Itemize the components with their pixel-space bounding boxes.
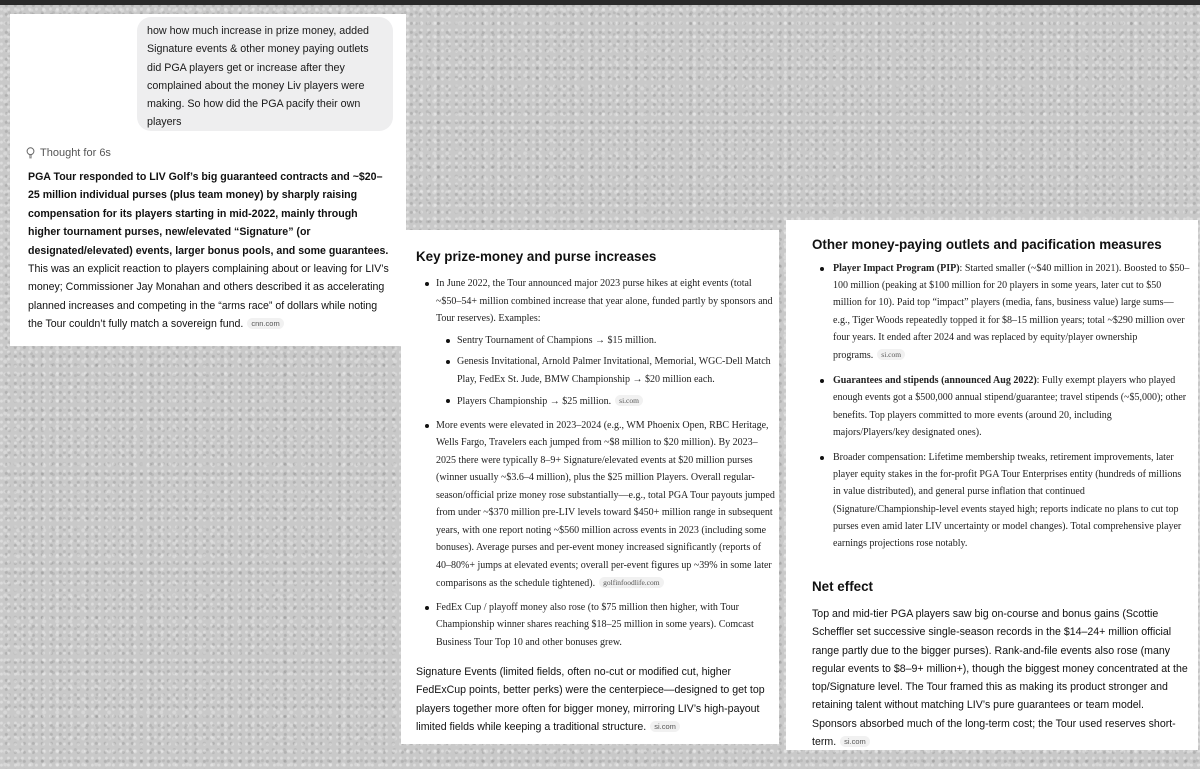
list-item-text: More events were elevated in 2023–2024 (e.g., WM Phoenix Open, RBC Heritage, Wells Fargo, Travelers each jumped from ~$8 million to $20 million). By 2023–2025 there were typically 8–9+ Signature/elevated events at $20 million purses (winner usually ~$3.6–4 million), plus the $25 million Players. Overall regular-season/official prize money rose substantially—e.g., total PGA Tour payouts jumped from under ~$370 million pre-LIV levels toward $450+ million range in subsequent years, with one report noting ~$560 million across events in 2023 (including some bonuses). Average purses and per-event money increased significantly (reports of 40–80%+ jumps at elevated events; overall per-event figures up ~39% in some later comparisons as the schedule tightened). <box>436 419 775 589</box>
lightbulb-icon <box>26 147 35 159</box>
list-item <box>812 372 1190 441</box>
list-item <box>416 275 776 411</box>
outlets-panel <box>786 220 1198 750</box>
list-item <box>812 449 1190 552</box>
section-heading-net-effect: Net effect <box>812 579 874 594</box>
thought-label: Thought for 6s <box>40 147 111 159</box>
sub-item-text: Genesis Invitational, Arnold Palmer Invitational, Memorial, WGC-Dell Match Play, FedEx St. Jude, BMW Championship → $20 million each. <box>457 356 771 385</box>
list-item-text: : Fully exempt players who played enough events got a $500,000 annual stipend/guarantee; travel stipends (~$5,000); other benefits. Top players committed to more events (around 20, including majors/Players/key designated ones). <box>833 375 1187 438</box>
list-item <box>812 260 1190 364</box>
source-chip[interactable]: si.com <box>877 349 905 360</box>
list-item-title: Player Impact Program (PIP) <box>833 263 960 274</box>
paragraph-text: Top and mid-tier PGA players saw big on-course and bonus gains (Scottie Scheffler set successive single-season records in the $14–24+ million official range partly due to the bigger purses). Rank-and-file events also rose (many regular events to $8–9+ million+), though the biggest money concentrated at the top/Signature level. The Tour framed this as making its product stronger and retaining talent without matching LIV’s pure guarantees or team model. Sponsors absorbed much of the long-term cost; the Tour used reserves short-term. <box>812 608 1188 749</box>
user-message-bubble <box>137 17 393 131</box>
prize-list <box>416 275 776 657</box>
sub-item-text: Sentry Tournament of Champions → $15 million. <box>457 334 657 346</box>
thought-indicator[interactable] <box>26 147 111 159</box>
sub-list-item <box>436 392 776 411</box>
signature-events-paragraph <box>416 663 776 737</box>
top-edge <box>0 0 1200 5</box>
list-item <box>416 417 776 593</box>
source-chip[interactable]: cnn.com <box>247 318 283 329</box>
outlets-list <box>812 260 1190 560</box>
paragraph-text: Signature Events (limited fields, often no-cut or modified cut, higher FedExCup points, better perks) were the centerpiece—designed to get top players together more often for bigger money, mirroring LIV’s high-payout limited fields while keeping a traditional structure. <box>416 666 765 734</box>
list-item-text: : Started smaller (~$40 million in 2021). Boosted to $50–100 million (peaking at $100 million for 20 players in some years, later cut to $50 million for 10). Paid top “impact” players (media, fans, business value) large sums—e.g., Tiger Woods repeatedly topped it for $8–15 million years; total ~$290 million over four years. It ended after 2024 and was replaced by equity/player ownership programs. <box>833 263 1190 362</box>
answer-intro <box>28 168 392 334</box>
net-effect-paragraph <box>812 605 1190 751</box>
list-item-text: FedEx Cup / playoff money also rose (to $75 million then higher, with Tour Championship winner shares reaching $18–25 million in some years). Comcast Business Tour Top 10 and other bonuses grew. <box>436 601 754 648</box>
list-item-text: In June 2022, the Tour announced major 2023 purse hikes at eight events (total ~$50–54+ million combined increase that year alone, funded partly by sponsors and Tour reserves). Examples: <box>436 278 773 324</box>
section-heading-prize: Key prize-money and purse increases <box>416 249 657 264</box>
prize-money-panel <box>401 230 779 744</box>
source-chip[interactable]: si.com <box>840 736 870 747</box>
intro-text: This was an explicit reaction to players complaining about or leaving for LIV’s money; Commissioner Jay Monahan and others described it as accelerating planned increases and competing in the “arms race” of dollars while noting the Tour couldn’t fully match a sovereign fund. <box>28 263 389 331</box>
chat-panel <box>10 14 406 346</box>
source-chip[interactable]: si.com <box>650 721 680 732</box>
list-item <box>416 599 776 652</box>
sub-item-text: Players Championship → $25 million. <box>457 396 612 407</box>
user-message-text: how how much increase in prize money, added Signature events & other money paying outlets did PGA players get or increase after they complained about the money Liv players were making. So how did the PGA pacify their own players <box>147 25 369 129</box>
intro-bold-text: PGA Tour responded to LIV Golf’s big guaranteed contracts and ~$20–25 million individual purses (plus team money) by sharply raising compensation for its players starting in mid-2022, mainly through higher tournament purses, new/elevated “Signature” (or designated/elevated) events, larger bonus pools, and some guarantees. <box>28 171 389 257</box>
list-item-text: Broader compensation: Lifetime membership tweaks, retirement improvements, later player equity stakes in the for-profit PGA Tour Enterprises entity (hundreds of millions in value distributed), and general purse inflation that continued (Signature/Championship-level events stayed high; reports indicate no plans to cut top purses even amid later LIV uncertainty or model changes). Total comprehensive player earnings projections rose notably. <box>833 452 1182 550</box>
source-chip[interactable]: golfinfoodlife.com <box>599 577 663 588</box>
section-heading-outlets: Other money-paying outlets and pacification measures <box>812 237 1162 252</box>
list-item-title: Guarantees and stipends (announced Aug 2022) <box>833 375 1037 387</box>
sub-list-item <box>436 353 776 388</box>
source-chip[interactable]: si.com <box>615 395 643 406</box>
sub-list-item <box>436 332 776 350</box>
